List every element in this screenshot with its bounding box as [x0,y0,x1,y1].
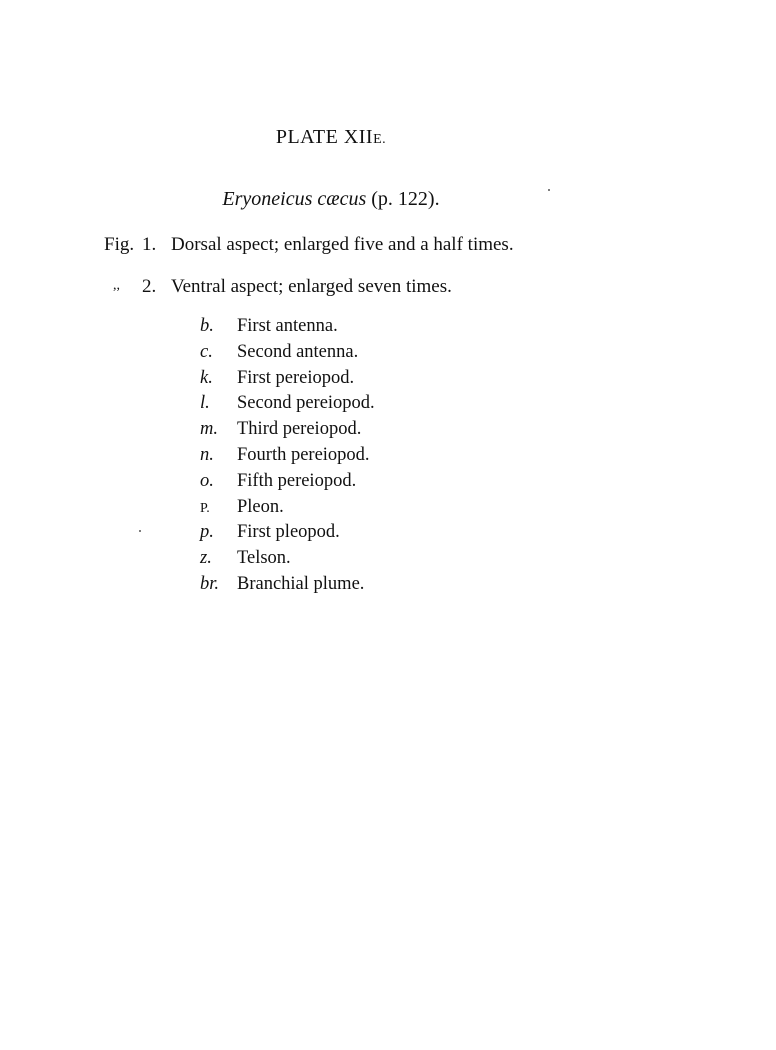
species-name: Eryoneicus cæcus [222,188,367,210]
legend-letter: c. [200,341,213,362]
page-reference: (p. 122). [371,188,440,210]
legend-letter: br. [200,573,220,594]
legend-label: First pereiopod. [237,367,355,388]
figure-description: Dorsal aspect; enlarged five and a half times. [171,234,514,255]
print-speck [139,530,141,532]
species-heading [0,188,662,211]
plate-title [0,126,662,149]
legend-letter: p. [200,522,214,543]
legend-label: First antenna. [237,316,338,336]
legend-letter: o. [200,470,214,491]
plate-title-suffix: E. [373,132,387,147]
figure-prefix: Fig. [104,234,135,255]
legend-label: Second antenna. [237,341,359,362]
legend-label: Telson. [237,548,291,569]
legend-letter: m. [200,419,218,440]
legend-letter: n. [200,444,214,465]
figure-prefix-ditto: ,, [113,278,120,293]
plate-title-main: PLATE XII [275,126,374,148]
legend-letter: k. [200,367,213,388]
legend-letter: z. [200,548,212,569]
legend-letter: P. [200,500,210,516]
figure-number: 1. [142,234,157,255]
legend-label: Third pereiopod. [237,419,362,440]
legend-label: Second pereiopod. [237,393,375,414]
legend-letter: l. [200,393,210,414]
legend-label: First pleopod. [237,522,340,543]
legend-label: Fifth pereiopod. [237,470,357,491]
legend-label: Fourth pereiopod. [237,444,370,465]
figure-description: Ventral aspect; enlarged seven times. [171,276,452,297]
figure-number: 2. [142,276,157,297]
print-speck [548,189,550,191]
legend-letter: b. [200,316,214,336]
legend-label: Pleon. [237,496,284,517]
legend-label: Branchial plume. [237,573,365,594]
